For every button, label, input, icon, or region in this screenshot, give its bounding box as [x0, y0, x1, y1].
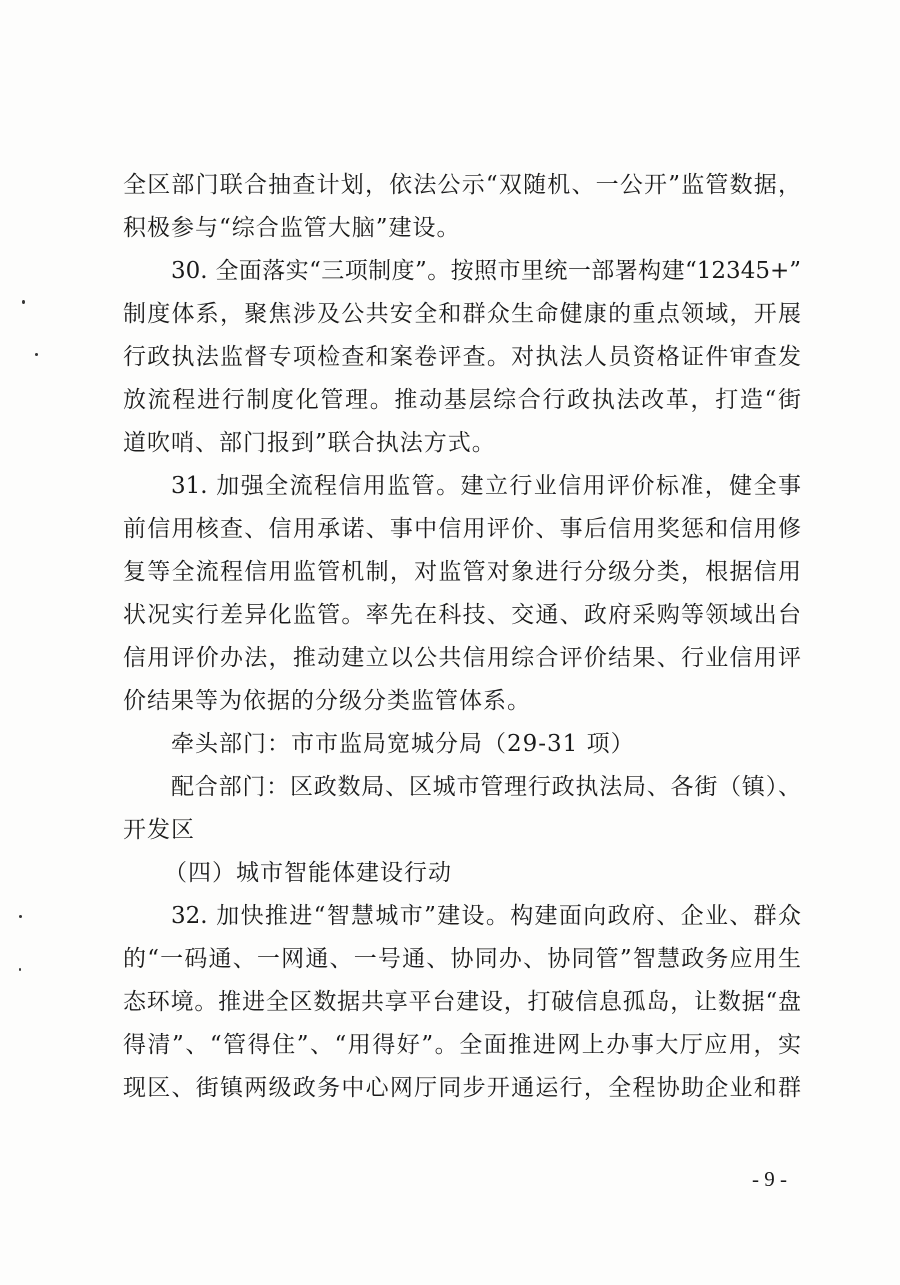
text-line-22: 现区、街镇两级政务中心网厅同步开通运行，全程协助企业和群: [123, 1075, 801, 1101]
text-line-10: 复等全流程信用监管机制，对监管对象进行分级分类，根据信用: [123, 559, 801, 585]
cooperating-department-line-2: 开发区: [123, 817, 195, 843]
item-30-heading-line: 30. 全面落实“三项制度”。按照市里统一部署构建“12345+”: [171, 258, 801, 284]
scan-speck: [19, 968, 21, 971]
text-line-21: 得清”、“管得住”、“用得好”。全面推进网上办事大厅应用，实: [123, 1032, 801, 1058]
text-line-11: 状况实行差异化监管。率先在科技、交通、政府采购等领域出台: [123, 602, 801, 628]
item-32-heading-line: 32. 加快推进“智慧城市”建设。构建面向政府、企业、群众: [171, 903, 801, 929]
text-line-4: 制度体系，聚焦涉及公共安全和群众生命健康的重点领域，开展: [123, 301, 801, 327]
text-line-19: 的“一码通、一网通、一号通、协同办、协同管”智慧政务应用生: [123, 946, 801, 972]
page-number: - 9 -: [752, 1167, 787, 1191]
section-heading: （四）城市智能体建设行动: [164, 860, 452, 886]
text-line-20: 态环境。推进全区数据共享平台建设，打破信息孤岛，让数据“盘: [123, 989, 801, 1015]
lead-department-line: 牵头部门：市市监局宽城分局（29-31 项）: [171, 731, 635, 757]
scan-speck: [35, 353, 38, 356]
text-line-12: 信用评价办法，推动建立以公共信用综合评价结果、行业信用评: [123, 645, 801, 671]
text-line-6: 放流程进行制度化管理。推动基层综合行政执法改革，打造“街: [123, 387, 801, 413]
text-line-7: 道吹哨、部门报到”联合执法方式。: [123, 430, 496, 456]
text-line-13: 价结果等为依据的分级分类监管体系。: [123, 688, 531, 714]
text-line-1: 全区部门联合抽查计划，依法公示“双随机、一公开”监管数据，: [123, 172, 801, 198]
scan-speck: [22, 300, 25, 304]
item-31-heading-line: 31. 加强全流程信用监管。建立行业信用评价标准，健全事: [171, 473, 801, 499]
scan-speck: [19, 915, 22, 918]
text-line-5: 行政执法监督专项检查和案卷评查。对执法人员资格证件审查发: [123, 344, 801, 370]
cooperating-department-line: 配合部门：区政数局、区城市管理行政执法局、各街（镇）、: [171, 774, 801, 800]
text-line-9: 前信用核查、信用承诺、事中信用评价、事后信用奖惩和信用修: [123, 516, 801, 542]
text-line-2: 积极参与“综合监管大脑”建设。: [123, 215, 461, 241]
